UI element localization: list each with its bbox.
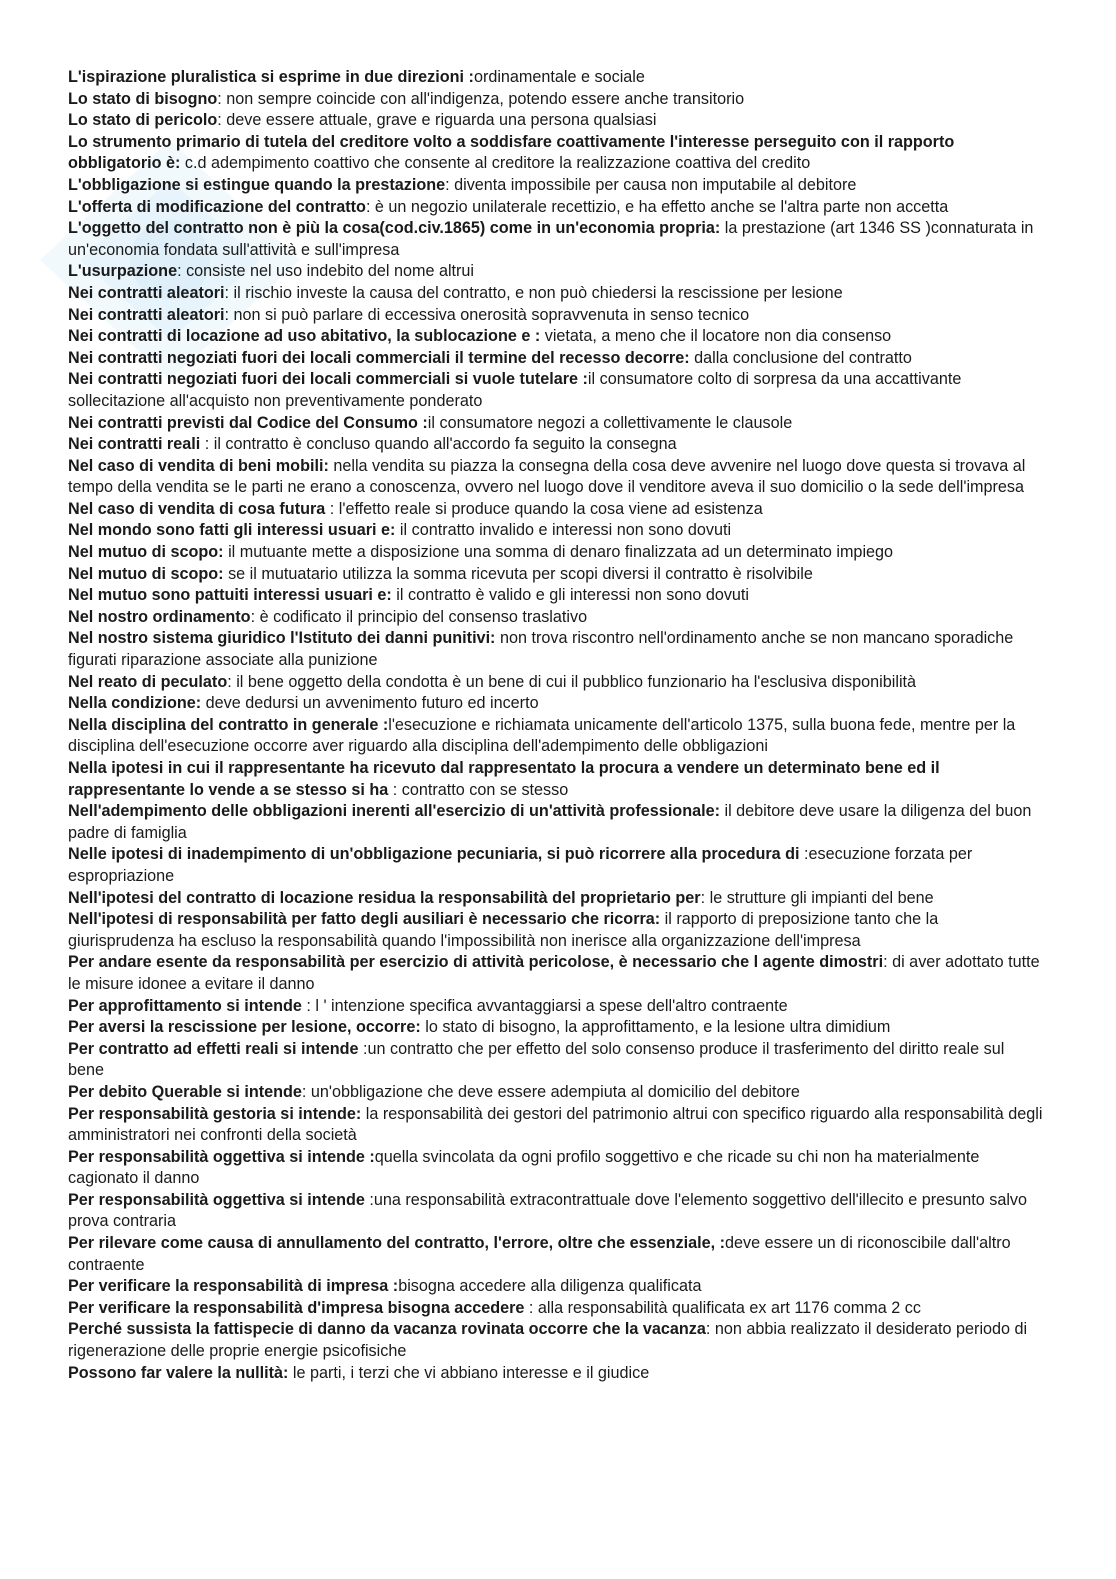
qa-entry	[68, 844, 1043, 887]
entry-answer: : un'obbligazione che deve essere adempiuta al domicilio del debitore	[301, 1082, 800, 1101]
entry-answer: : il rischio investe la causa del contratto, e non può chiedersi la rescissione per lesione	[224, 283, 843, 302]
entry-question: Per responsabilità gestoria si intende:	[68, 1104, 362, 1123]
qa-entry	[68, 110, 1043, 132]
entry-question: Per verificare la responsabilità d'impresa bisogna accedere	[68, 1298, 525, 1317]
entry-answer: il consumatore colto di sorpresa da una accattivante sollecitazione all'acquisto non preventivamente ponderato	[68, 370, 962, 410]
entry-answer: c.d adempimento coattivo che consente al creditore la realizzazione coattiva del credito	[180, 154, 811, 173]
entry-answer: bisogna accedere alla diligenza qualificata	[398, 1277, 702, 1296]
entry-question: Nel mutuo sono pattuiti interessi usuari e:	[68, 586, 392, 605]
entry-answer: : non abbia realizzato il desiderato periodo di rigenerazione delle proprie energie psicofisiche	[68, 1320, 1028, 1361]
qa-entry	[68, 1104, 1043, 1147]
qa-entry	[68, 1082, 1043, 1104]
entry-answer: il rapporto di preposizione tanto che la giurisprudenza ha escluso la responsabilità quando l'impossibilità non inerisce alla organizzazione dell'impresa	[68, 910, 939, 950]
entry-question: Per aversi la rescissione per lesione, occorre:	[68, 1018, 421, 1037]
entry-answer: : non sempre coincide con all'indigenza, potendo essere anche transitorio	[217, 89, 745, 108]
entry-question: Nell'ipotesi di responsabilità per fatto degli ausiliari è necessario che ricorra:	[68, 910, 661, 929]
qa-entry	[68, 434, 1043, 456]
entry-answer: : consiste nel uso indebito del nome altrui	[177, 262, 475, 281]
entry-answer: il consumatore negozi a collettivamente le clausole	[427, 413, 793, 432]
entry-answer: lo stato di bisogno, la approfittamento, e la lesione ultra dimidium	[420, 1018, 891, 1037]
qa-entry	[68, 1147, 1043, 1190]
entry-question: Nel nostro ordinamento	[68, 607, 251, 626]
entry-question: Nella condizione:	[68, 694, 202, 713]
qa-entry	[68, 413, 1043, 435]
entry-question: Nella ipotesi in cui il rappresentante ha ricevuto dal rappresentato la procura a vendere un determinato bene ed il rappresentante lo vende a se stesso si ha	[68, 759, 940, 799]
qa-entry	[68, 499, 1043, 521]
entry-question: Nel mondo sono fatti gli interessi usuari e:	[68, 521, 396, 540]
entry-answer: :un contratto che per effetto del solo consenso produce il trasferimento del diritto reale sul bene	[68, 1039, 1005, 1080]
entry-question: Nei contratti reali	[68, 435, 201, 454]
entry-answer: : è un negozio unilaterale recettizio, e ha effetto anche se l'altra parte non accetta	[365, 197, 949, 216]
entry-answer: deve essere un di riconoscibile dall'altro contraente	[68, 1234, 1011, 1274]
qa-entry	[68, 996, 1043, 1018]
entry-answer: il mutuante mette a disposizione una somma di denaro finalizzata ad un determinato impiego	[223, 543, 894, 562]
qa-entry	[68, 67, 1043, 89]
entry-answer: nella vendita su piazza la consegna della cosa deve avvenire nel luogo dove questa si trovava al tempo della vendita se le parti ne erano a conoscenza, ovvero nel luogo dove il venditore aveva il suo domicilio o la sede dell'impresa	[68, 456, 1026, 497]
entry-answer: vietata, a meno che il locatore non dia consenso	[540, 327, 892, 346]
entry-question: Possono far valere la nullità:	[68, 1363, 289, 1382]
entry-answer: : l ' intenzione specifica avvantaggiarsi a spese dell'altro contraente	[301, 996, 788, 1015]
entry-question: Lo strumento primario di tutela del creditore volto a soddisfare coattivamente l'interesse perseguito con il rapporto obbligatorio è:	[68, 132, 955, 173]
entry-answer: dalla conclusione del contratto	[689, 348, 912, 367]
entry-question: Perché sussista la fattispecie di danno da vacanza rovinata occorre che la vacanza	[68, 1320, 706, 1339]
entry-question: Lo stato di pericolo	[68, 111, 218, 130]
entry-question: L'offerta di modificazione del contratto	[68, 197, 366, 216]
qa-entry	[68, 1363, 1043, 1385]
entry-question: Nei contratti aleatori	[68, 283, 225, 302]
entry-question: Nella disciplina del contratto in generale :	[68, 715, 389, 734]
entry-answer: : le strutture gli impianti del bene	[700, 888, 934, 907]
qa-entry	[68, 283, 1043, 305]
qa-entry	[68, 197, 1043, 219]
entry-answer: il debitore deve usare la diligenza del buon padre di famiglia	[68, 802, 1032, 842]
entry-question: Nel mutuo di scopo:	[68, 543, 224, 562]
entry-answer: le parti, i terzi che vi abbiano interesse e il giudice	[288, 1363, 650, 1382]
entry-answer: la responsabilità dei gestori del patrimonio altrui con specifico riguardo alla responsabilità degli amministratori nei confronti della società	[68, 1104, 1043, 1145]
qa-entry	[68, 89, 1043, 111]
entry-question: Nel mutuo di scopo:	[68, 564, 224, 583]
qa-entry	[68, 564, 1043, 586]
entry-answer: non trova riscontro nell'ordinamento anche se non mancano sporadiche figurati riparazione associate alla punizione	[68, 629, 1014, 670]
qa-entry	[68, 715, 1043, 758]
qa-entry	[68, 628, 1043, 671]
entry-question: Nell'ipotesi del contratto di locazione residua la responsabilità del proprietario per	[68, 888, 701, 907]
entry-question: L'usurpazione	[68, 262, 178, 281]
entry-answer: ordinamentale e sociale	[473, 68, 645, 86]
entry-question: Nelle ipotesi di inadempimento di un'obbligazione pecuniaria, si può ricorrere alla procedura di	[68, 845, 800, 864]
entry-answer: se il mutuatario utilizza la somma ricevuta per scopi diversi il contratto è risolvibile	[223, 564, 813, 583]
qa-entry	[68, 1319, 1043, 1362]
entry-answer: : è codificato il principio del consenso traslativo	[250, 607, 588, 626]
qa-entry	[68, 1276, 1043, 1298]
entry-question: Per responsabilità oggettiva si intende	[68, 1190, 365, 1209]
entry-question: Nei contratti negoziati fuori dei locali commerciali il termine del recesso decorre:	[68, 348, 690, 367]
entry-answer: : il contratto è concluso quando all'accordo fa seguito la consegna	[200, 435, 677, 454]
qa-entry	[68, 607, 1043, 629]
qa-entry	[68, 542, 1043, 564]
entry-question: Nel caso di vendita di cosa futura	[68, 499, 326, 518]
entry-answer: il contratto è valido e gli interessi non sono dovuti	[391, 586, 750, 605]
entry-answer: il contratto invalido e interessi non sono dovuti	[395, 521, 732, 540]
qa-entry	[68, 326, 1043, 348]
entry-question: Per responsabilità oggettiva si intende :	[68, 1147, 375, 1166]
qa-entry	[68, 1233, 1043, 1276]
qa-entry	[68, 672, 1043, 694]
entry-answer: : alla responsabilità qualificata ex art 1176 comma 2 cc	[524, 1298, 921, 1317]
entry-question: L'obbligazione si estingue quando la prestazione	[68, 175, 446, 194]
entry-question: Nell'adempimento delle obbligazioni inerenti all'esercizio di un'attività professionale:	[68, 802, 720, 821]
entry-question: Per debito Querable si intende	[68, 1082, 302, 1101]
entry-question: Per rilevare come causa di annullamento del contratto, l'errore, oltre che essenziale, :	[68, 1234, 725, 1253]
qa-entry	[68, 1017, 1043, 1039]
qa-entry	[68, 1298, 1043, 1320]
entry-question: Per andare esente da responsabilità per esercizio di attività pericolose, è necessario che l agente dimostri	[68, 953, 884, 972]
qa-entry	[68, 758, 1043, 801]
entry-question: Nei contratti negoziati fuori dei locali commerciali si vuole tutelare :	[68, 370, 588, 389]
qa-entry	[68, 801, 1043, 844]
entry-answer: : deve essere attuale, grave e riguarda una persona qualsiasi	[217, 111, 657, 130]
qa-entry	[68, 305, 1043, 327]
qa-entry	[68, 909, 1043, 952]
qa-entry	[68, 693, 1043, 715]
qa-entry	[68, 348, 1043, 370]
qa-entry	[68, 585, 1043, 607]
entry-answer: : contratto con se stesso	[388, 780, 569, 799]
entry-question: Nei contratti previsti dal Codice del Consumo :	[68, 413, 428, 432]
document-body	[68, 67, 1043, 1384]
entry-answer: l'esecuzione e richiamata unicamente dell'articolo 1375, sulla buona fede, mentre per la disciplina dell'esecuzione occorre aver riguardo alla disciplina dell'adempimento delle obbligazioni	[68, 715, 1016, 756]
qa-entry	[68, 218, 1043, 261]
entry-answer: la prestazione (art 1346 SS )connaturata in un'economia fondata sull'attività e sull'impresa	[68, 219, 1034, 259]
qa-entry	[68, 520, 1043, 542]
entry-question: Per approfittamento si intende	[68, 996, 302, 1015]
entry-answer: :esecuzione forzata per espropriazione	[68, 845, 973, 885]
entry-question: L'oggetto del contratto non è più la cosa(cod.civ.1865) come in un'economia propria:	[68, 219, 721, 238]
qa-entry	[68, 456, 1043, 499]
entry-question: Nel nostro sistema giuridico l'Istituto dei danni punitivi:	[68, 629, 496, 648]
qa-entry	[68, 261, 1043, 283]
qa-entry	[68, 952, 1043, 995]
entry-question: Nel caso di vendita di beni mobili:	[68, 456, 329, 475]
qa-entry	[68, 132, 1043, 175]
entry-answer: : di aver adottato tutte le misure idonee a evitare il danno	[68, 953, 1040, 993]
qa-entry	[68, 1039, 1043, 1082]
qa-entry	[68, 888, 1043, 910]
entry-question: Lo stato di bisogno	[68, 89, 218, 108]
qa-entry	[68, 1190, 1043, 1233]
entry-question: L'ispirazione pluralistica si esprime in due direzioni :	[68, 68, 474, 86]
qa-entry	[68, 175, 1043, 197]
entry-answer: deve dedursi un avvenimento futuro ed incerto	[201, 694, 539, 713]
entry-answer: quella svincolata da ogni profilo soggettivo e che ricade su chi non ha materialmente cagionato il danno	[68, 1147, 980, 1188]
qa-entry	[68, 369, 1043, 412]
entry-question: Nel reato di peculato	[68, 672, 228, 691]
entry-question: Nei contratti di locazione ad uso abitativo, la sublocazione e :	[68, 327, 541, 346]
entry-answer: : diventa impossibile per causa non imputabile al debitore	[445, 175, 857, 194]
entry-answer: : il bene oggetto della condotta è un bene di cui il pubblico funzionario ha l'esclusiva disponibilità	[227, 672, 917, 691]
entry-question: Per verificare la responsabilità di impresa :	[68, 1277, 399, 1296]
entry-question: Nei contratti aleatori	[68, 305, 225, 324]
entry-answer: :una responsabilità extracontrattuale dove l'elemento soggettivo dell'illecito e presunto salvo prova contraria	[68, 1190, 1028, 1231]
entry-answer: : non si può parlare di eccessiva onerosità sopravvenuta in senso tecnico	[224, 305, 750, 324]
entry-question: Per contratto ad effetti reali si intende	[68, 1039, 359, 1058]
entry-answer: : l'effetto reale si produce quando la cosa viene ad esistenza	[325, 499, 763, 518]
